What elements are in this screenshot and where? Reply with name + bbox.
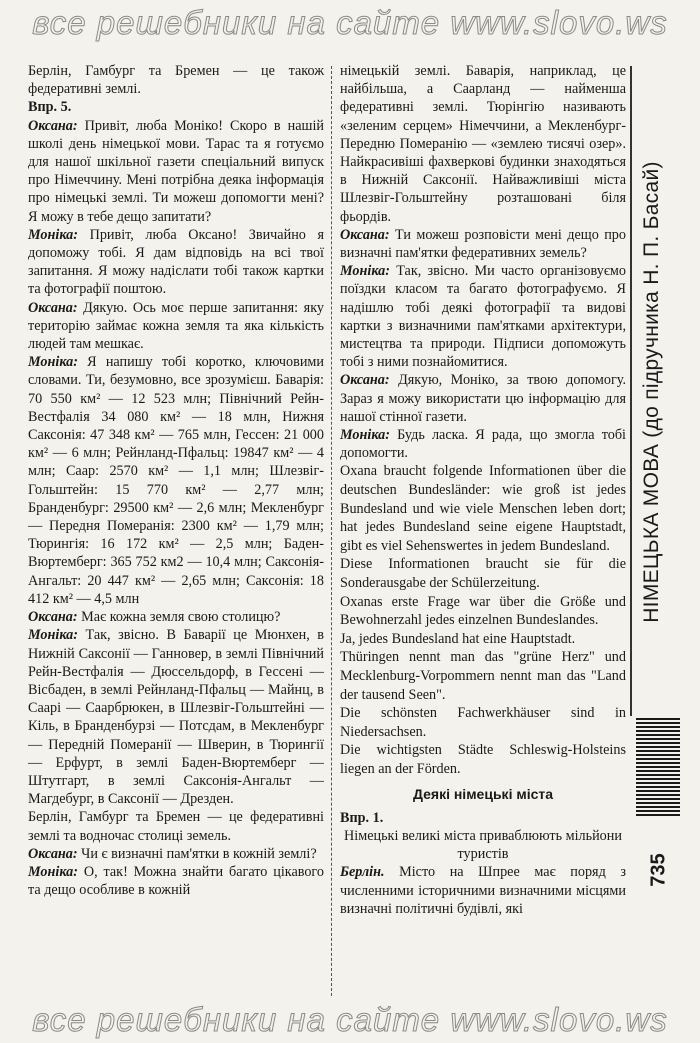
page-number: 735 <box>647 853 670 887</box>
speaker-label: Моніка: <box>28 627 78 644</box>
dialogue-line: Моніка: О, так! Можна знайти багато цікавого та дещо особливе в кожній <box>28 863 324 899</box>
exercise-subtitle: Німецькі великі міста приваблюють мільйони туристів <box>344 827 622 863</box>
dialogue-line: Моніка: Привіт, люба Оксано! Звичайно я допоможу тобі. Я дам відповідь на всі твої запитання. Я можу надіслати тобі також картки та фотографії поштою. <box>28 226 324 298</box>
dialogue-line: Моніка: Я напишу тобі коротко, ключовими словами. Ти, безумовно, все зрозумієш. Баварія: 70 550 км² — 12 523 млн; Північний Рейн-Вестфалія 34 080 км² — 18 млн, Нижня Саксонія: 47 348 км² — 765 млн, Гессен: 21 000 км² — 6 млн; Рейнланд-Пфальц: 19847 км² — 4 млн; Саар: 2570 км² — 1,1 млн; Шлезвіг-Гольштейн: 15 770 км² — 2,77 млн; Бранденбург: 29500 км² — 2,6 млн; Мекленбург — Передня Померанія: 2300 км² — 1,79 млн; Тюрингія: 16 172 км² — 2,5 млн; Баден-Вюртемберг: 365 752 км2 — 10,4 млн; Саксонія-Ангальт: 20 447 км² — 2,65 млн; Саксонія: 18 412 км² — 4,5 млн <box>28 354 324 607</box>
speaker-label: Моніка: <box>340 427 390 444</box>
speaker-label: Моніка: <box>340 263 390 280</box>
paragraph: Берлін, Гамбург та Бремен — це також федеративні землі. <box>28 63 324 98</box>
dialogue-line: Моніка: Будь ласка. Я рада, що змогла тобі допомогти. <box>340 427 626 462</box>
speaker-label: Оксана: <box>340 372 390 389</box>
german-text-block <box>340 462 626 778</box>
city-label: Берлін. <box>340 864 385 881</box>
speaker-label: Оксана: <box>28 845 78 862</box>
dialogue-line: Оксана: Чи є визначні пам'ятки в кожній землі? <box>28 845 317 862</box>
speaker-label: Оксана: <box>28 299 78 316</box>
spine-stripes <box>636 718 680 818</box>
paragraph: Берлін, Гамбург та Бремен — це федеративні землі та водночас столиці земель. <box>28 809 324 844</box>
german-paragraph: Thüringen nennt man das "grüne Herz" und Mecklenburg-Vorpommern nennt man das "Land der tausend Seen". <box>340 649 626 703</box>
speaker-label: Моніка: <box>28 226 78 243</box>
dialogue-line: Оксана: Дякую, Моніко, за твою допомогу. Зараз я можу використати цю інформацію для нашої стінної газети. <box>340 372 626 425</box>
german-paragraph: Oxanas erste Frage war über die Größe und Bewohnerzahl jedes einzelnen Bundeslandes. <box>340 593 626 629</box>
german-paragraph: Diese Informationen braucht sie für die Sonderausgabe der Schülerzeitung. <box>340 556 626 592</box>
site-watermark-top: все решебники на сайте www.slovo.ws <box>32 4 668 41</box>
spine-divider <box>630 66 632 716</box>
spine-title: НІМЕЦЬКА МОВА (до підручника Н. П. Басай) <box>640 161 663 623</box>
speaker-label: Моніка: <box>28 863 78 880</box>
speaker-label: Оксана: <box>28 609 78 626</box>
dialogue-line: Оксана: Має кожна земля свою столицю? <box>28 609 281 626</box>
middle-column <box>340 62 626 918</box>
exercise-heading: Впр. 1. <box>340 809 384 826</box>
dialogue-line: Оксана: Привіт, люба Моніко! Скоро в нашій школі день німецької мови. Тарас та я готуємо для нашої шкільної газети спеціальний випуск про Німеччину. Мені потрібна деяка інформація про німецькі землі. Ти можеш допомогти мені? Я можу в тебе дещо запитати? <box>28 117 324 225</box>
site-watermark-bottom: все решебники на сайте www.slovo.ws <box>32 1001 668 1038</box>
german-paragraph: Die wichtigsten Städte Schleswig-Holsteins liegen an der Förden. <box>340 742 626 777</box>
paragraph: Берлін. Місто на Шпрее має поряд з численними історичними визначними місцями визначні політичні будівлі, які <box>340 864 626 917</box>
dialogue-line: Оксана: Ти можеш розповісти мені дещо про визначні пам'ятки федеративних земель? <box>340 226 626 262</box>
section-title: Деякі німецькі міста <box>412 785 554 802</box>
speaker-label: Оксана: <box>28 117 78 134</box>
paragraph: німецькій землі. Баварія, наприклад, це найбільша, а Саарланд — найменша федеративні землі. Тюрінгію називають «зеленим серцем» Німеччини, а Мекленбург-Передню Померанію — «землею тисячі озер». Найкрасивіші фахверкові будинки знаходяться в Нижній Саксонії. Найважливіші міста Шлезвіг-Гольштейну розташовані біля фьордів. <box>340 63 626 225</box>
dialogue-line: Моніка: Так, звісно. Ми часто організовуємо поїздки класом та багато фотографуємо. Я надішлю тобі деякі фотографії та видові картки з визначними пам'ятками архітектури, мистецтва та природи. Підписи допоможуть тобі з ними познайомитися. <box>340 263 626 371</box>
german-paragraph: Oxana braucht folgende Informationen über die deutschen Bundesländer: wie groß ist jedes Bundesland und wie viele Menschen leben dort; hat jedes Bundesland seine eigene Hauptstadt, gibt es viel Sehenswertes in jedem Bundesland. <box>340 463 626 554</box>
column-divider <box>331 66 332 996</box>
german-paragraph: Die schönsten Fachwerkhäuser sind in Niedersachsen. <box>340 705 626 740</box>
dialogue-line: Моніка: Так, звісно. В Баварії це Мюнхен, в Нижній Саксонії — Ганновер, в землі Північний Рейн-Вестфалія — Дюссельдорф, в Гессені — Вісбаден, в землі Рейнланд-Пфальц — Майнц, в Саарі — Саарбрюкен, в Шлезвіг-Гольштейні — Кіль, в Бранденбурзі — Потсдам, в Мекленбург — Передній Померанії — Шверин, в Тюрингії — Ерфурт, в землі Баден-Вюртемберг — Штутгарт, в землі Саксонія-Ангальт — Магдебург, в Саксонії — Дрезден. <box>28 627 324 808</box>
speaker-label: Оксана: <box>340 226 390 243</box>
exercise-heading: Впр. 5. <box>28 99 72 116</box>
dialogue-line: Оксана: Дякую. Ось моє перше запитання: яку територію займає кожна земля та яка кількість людей там мешкає. <box>28 299 324 353</box>
speaker-label: Моніка: <box>28 354 78 371</box>
german-paragraph: Ja, jedes Bundesland hat eine Hauptstadt. <box>340 630 576 647</box>
left-column <box>28 62 324 899</box>
